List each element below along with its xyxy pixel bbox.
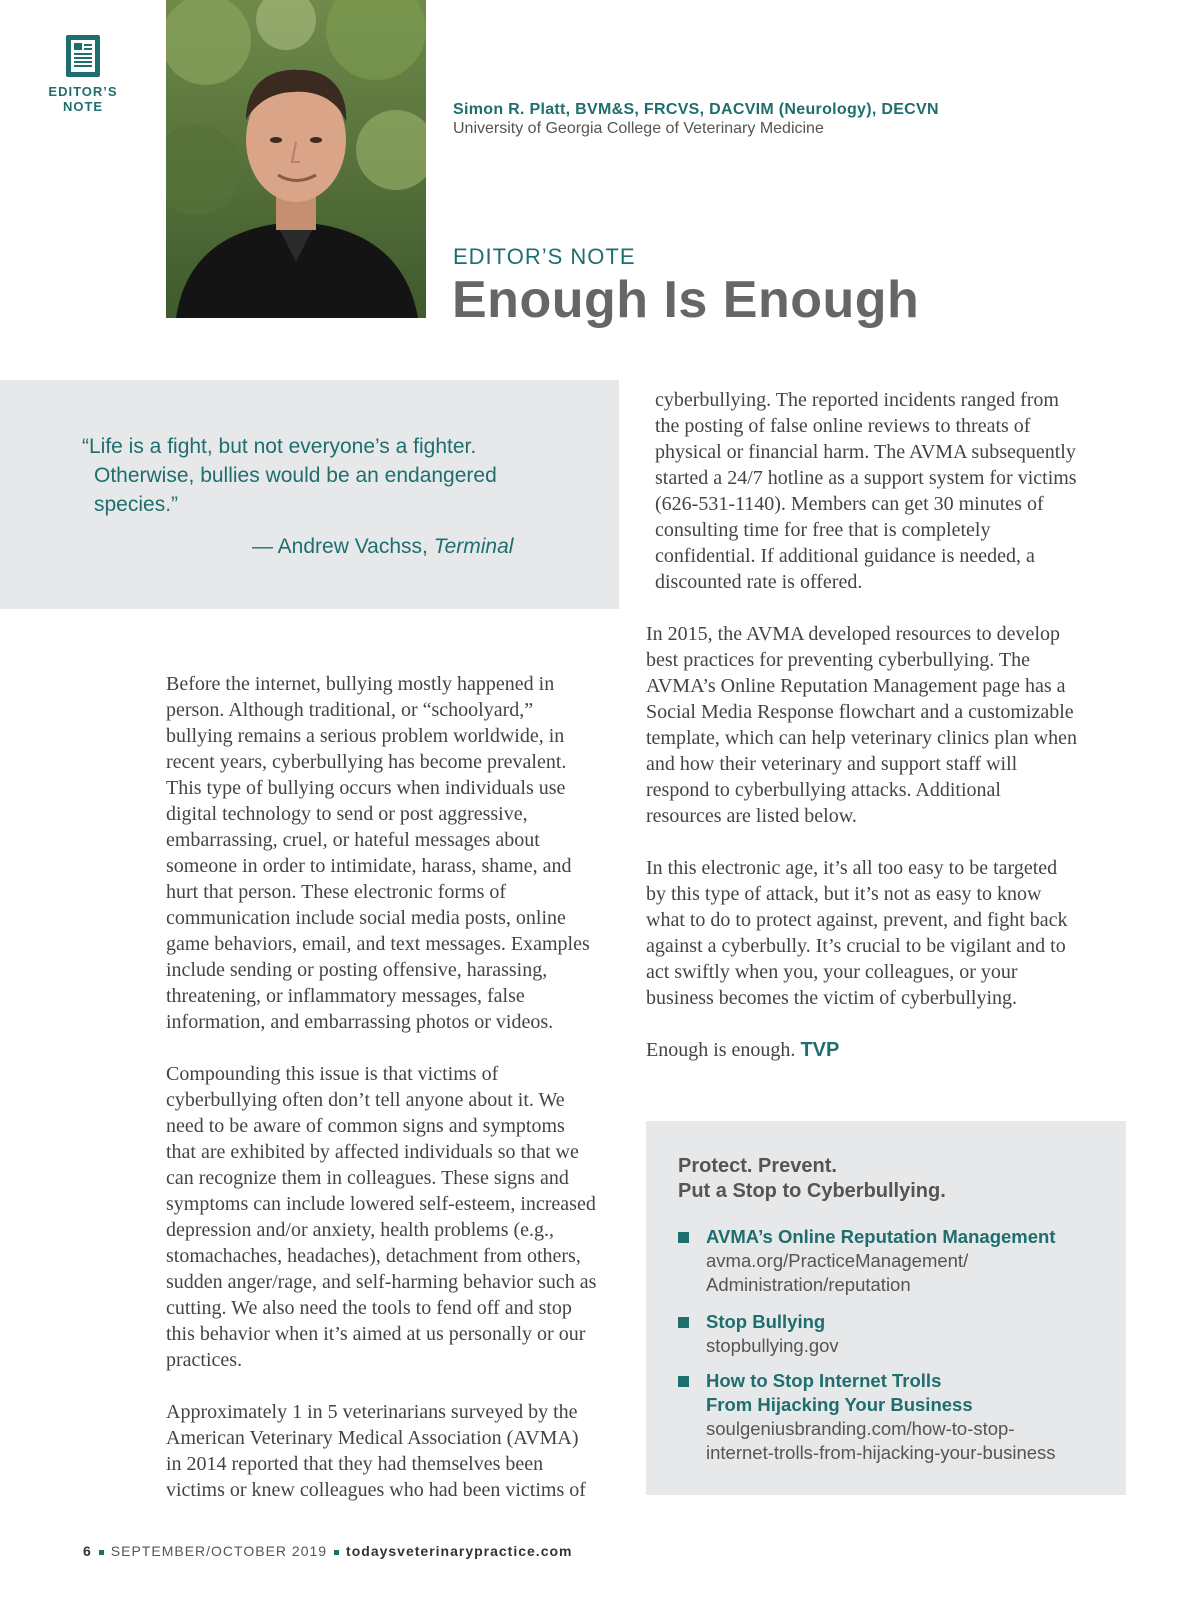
paragraph: cyberbullying. The reported incidents ranged from the posting of false online reviews to threats of physical or financial harm. The AVMA subsequently started a 24/7 hotline as a support system for victims (626-531-1140). Members can get 30 minutes of consulting time for free that is completely confidential. If additional guidance is needed, a discounted rate is offered. bbox=[655, 389, 1077, 593]
resource-url[interactable]: avma.org/PracticeManagement/ bbox=[706, 1250, 969, 1271]
resources-heading-line1: Protect. Prevent. bbox=[678, 1155, 837, 1177]
quote-author: — Andrew Vachss, bbox=[252, 535, 428, 558]
newspaper-icon bbox=[65, 34, 101, 78]
page-number: 6 bbox=[83, 1543, 92, 1559]
author-name: Simon R. Platt, BVM&S, FRCVS, DACVIM (Neurology), DECVN bbox=[453, 101, 939, 118]
resource-url[interactable]: Administration/reputation bbox=[706, 1274, 911, 1295]
issue-date: SEPTEMBER/OCTOBER 2019 bbox=[110, 1543, 328, 1559]
badge-line2: NOTE bbox=[62, 99, 104, 114]
pull-quote-attribution bbox=[252, 535, 513, 559]
paragraph: Before the internet, bullying mostly happened in person. Although traditional, or “schoolyard,” bullying remains a serious problem worldwide, in recent years, cyberbullying has become prevalent. This type of bullying occurs when individuals use digital technology to send or post aggressive, embarrassing, cruel, or hateful messages about someone in order to intimidate, harass, shame, and hurt that person. These electronic forms of communication include social media posts, online game behaviors, email, and text messages. Examples include sending or posting offensive, harassing, threatening, or inflammatory messages, false information, and embarrassing photos or videos. bbox=[166, 673, 590, 1033]
resource-title[interactable]: From Hijacking Your Business bbox=[706, 1394, 973, 1415]
closing-text: Enough is enough. bbox=[646, 1039, 796, 1061]
resources-heading bbox=[678, 1154, 946, 1204]
page-footer bbox=[83, 1543, 572, 1559]
author-photo bbox=[166, 0, 426, 318]
paragraph: Compounding this issue is that victims of cyberbullying often don’t tell anyone about it. We need to be aware of common signs and symptoms that are exhibited by affected individuals so that we can recognize them in colleagues. These signs and symptoms can include lowered self-esteem, increased depression and/or anxiety, health problems (e.g., stomachaches, headaches), detachment from others, sudden anger/rage, and self-harming behavior such as cutting. We also need the tools to fend off and stop this behavior when it’s aimed at us personally or our practices. bbox=[166, 1063, 597, 1371]
square-bullet-icon bbox=[678, 1232, 689, 1243]
quote-work: Terminal bbox=[433, 535, 514, 558]
closing-line bbox=[646, 1037, 1078, 1063]
article-column-1 bbox=[166, 671, 598, 1529]
resource-url[interactable]: internet-trolls-from-hijacking-your-business bbox=[706, 1442, 1056, 1463]
square-bullet-icon bbox=[678, 1376, 689, 1387]
article-column-2 bbox=[646, 387, 1078, 1089]
resource-url[interactable]: soulgeniusbranding.com/how-to-stop- bbox=[706, 1418, 1015, 1439]
resource-item-avma[interactable] bbox=[678, 1225, 1055, 1297]
separator-icon bbox=[99, 1550, 104, 1555]
resources-heading-line2: Put a Stop to Cyberbullying. bbox=[678, 1180, 946, 1202]
editors-note-badge bbox=[40, 34, 126, 114]
resource-item-stop-bullying[interactable] bbox=[678, 1310, 839, 1358]
tvp-logo: TVP bbox=[800, 1039, 840, 1061]
pull-quote bbox=[82, 432, 562, 519]
page-title: Enough Is Enough bbox=[452, 271, 920, 329]
site-url[interactable]: todaysveterinarypractice.com bbox=[346, 1543, 573, 1559]
author-byline bbox=[453, 100, 939, 138]
paragraph: In 2015, the AVMA developed resources to develop best practices for preventing cyberbullying. The AVMA’s Online Reputation Management page has a Social Media Response flowchart and a customizable template, which can help veterinary clinics plan when and how their veterinary and support staff will respond to cyberbullying attacks. Additional resources are listed below. bbox=[646, 623, 1077, 827]
section-kicker: EDITOR’S NOTE bbox=[453, 244, 636, 269]
resource-url[interactable]: stopbullying.gov bbox=[706, 1335, 839, 1356]
resource-title[interactable]: How to Stop Internet Trolls bbox=[706, 1370, 942, 1391]
paragraph: In this electronic age, it’s all too easy to be targeted by this type of attack, but it’s not as easy to know what to do to protect against, prevent, and fight back against a cyberbully. It’s crucial to be vigilant and to act swiftly when you, your colleagues, or your business becomes the victim of cyberbullying. bbox=[646, 857, 1068, 1009]
pull-quote-text: “Life is a fight, but not everyone’s a fighter. Otherwise, bullies would be an endangered species.” bbox=[82, 435, 497, 516]
badge-line1: EDITOR’S bbox=[48, 84, 118, 99]
paragraph: Approximately 1 in 5 veterinarians surveyed by the American Veterinary Medical Association (AVMA) in 2014 reported that they had themselves been victims or knew colleagues who had been victims of bbox=[166, 1401, 586, 1501]
resource-title[interactable]: Stop Bullying bbox=[706, 1311, 826, 1332]
author-affiliation: University of Georgia College of Veterinary Medicine bbox=[453, 120, 824, 137]
resource-title[interactable]: AVMA’s Online Reputation Management bbox=[706, 1226, 1056, 1247]
square-bullet-icon bbox=[678, 1317, 689, 1328]
resource-item-internet-trolls[interactable] bbox=[678, 1369, 1056, 1465]
separator-icon bbox=[334, 1550, 339, 1555]
